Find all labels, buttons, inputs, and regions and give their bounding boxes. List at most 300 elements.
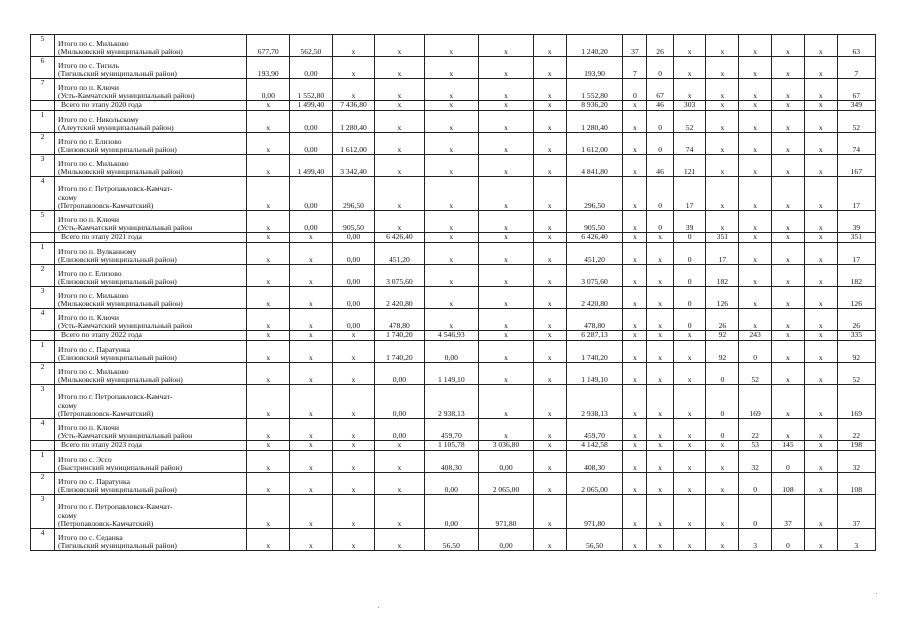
value-cell: 193,90 (247, 57, 290, 79)
value-cell: 92 (837, 341, 875, 363)
settlement-name (55, 35, 247, 57)
table-row (31, 495, 876, 529)
name-line: (Мильковский муниципальный район) (58, 298, 183, 308)
value-cell: 3 (837, 529, 875, 551)
value-cell: x (772, 341, 805, 363)
value-cell: x (424, 111, 479, 133)
value-cell: x (290, 309, 333, 331)
value-cell: x (804, 79, 837, 101)
value-cell: 74 (837, 133, 875, 155)
value-cell: x (533, 363, 566, 385)
value-cell: x (375, 101, 424, 111)
value-cell: 6 426,40 (566, 233, 623, 243)
value-cell: 0,00 (424, 473, 479, 495)
value-cell: x (479, 57, 534, 79)
value-cell: x (247, 473, 290, 495)
value-cell: x (533, 57, 566, 79)
row-number: 6 (31, 57, 55, 79)
table-row (31, 57, 876, 79)
value-cell: x (290, 243, 333, 265)
value-cell: 52 (837, 363, 875, 385)
value-cell: x (772, 287, 805, 309)
value-cell: x (375, 155, 424, 177)
value-cell: x (804, 331, 837, 341)
value-cell: 22 (739, 419, 772, 441)
value-cell: x (332, 473, 375, 495)
value-cell: 0 (706, 385, 739, 419)
value-cell: 3 075,60 (566, 265, 623, 287)
value-cell: x (647, 419, 673, 441)
value-cell: 0,00 (332, 309, 375, 331)
value-cell: 0 (623, 79, 647, 101)
value-cell: 67 (837, 79, 875, 101)
name-line: Всего по этапу 2022 года (61, 330, 142, 340)
name-line: Итого по п. Ключи (58, 82, 119, 92)
name-line: (Петропавловск-Камчатский) (58, 200, 154, 210)
value-cell: x (424, 101, 479, 111)
value-cell: 0 (647, 57, 673, 79)
value-cell: x (673, 35, 706, 57)
row-number: 4 (31, 529, 55, 551)
row-number: 5 (31, 35, 55, 57)
value-cell: x (706, 441, 739, 451)
value-cell: x (673, 495, 706, 529)
value-cell: x (332, 341, 375, 363)
value-cell: 3 075,60 (375, 265, 424, 287)
value-cell: x (290, 451, 333, 473)
value-cell: x (706, 111, 739, 133)
value-cell: 296,50 (566, 177, 623, 211)
value-cell: x (247, 309, 290, 331)
name-line: (Усть-Камчатский муниципальный район (58, 320, 193, 330)
value-cell: 971,80 (479, 495, 534, 529)
value-cell: 0,00 (424, 341, 479, 363)
value-cell: x (479, 155, 534, 177)
value-cell: x (647, 363, 673, 385)
value-cell: 1 552,80 (290, 79, 333, 101)
value-cell: x (623, 473, 647, 495)
value-cell: 167 (837, 155, 875, 177)
row-number: 1 (31, 341, 55, 363)
value-cell: 37 (772, 495, 805, 529)
value-cell: 905,50 (566, 211, 623, 233)
value-cell: x (706, 451, 739, 473)
value-cell: 46 (647, 101, 673, 111)
value-cell: 108 (837, 473, 875, 495)
value-cell: x (772, 265, 805, 287)
value-cell: 4 142,58 (566, 441, 623, 451)
table-row (31, 177, 876, 211)
table-row (31, 111, 876, 133)
value-cell: x (772, 233, 805, 243)
value-cell: x (623, 287, 647, 309)
value-cell: x (332, 331, 375, 341)
value-cell: x (706, 133, 739, 155)
value-cell: x (804, 35, 837, 57)
settlement-name (55, 211, 247, 233)
value-cell: 53 (739, 441, 772, 451)
value-cell: x (479, 419, 534, 441)
row-number: 4 (31, 309, 55, 331)
value-cell: x (424, 309, 479, 331)
name-line: Итого по с. Седанка (58, 532, 123, 542)
table-row (31, 473, 876, 495)
value-cell: x (673, 419, 706, 441)
value-cell: 1 612,00 (332, 133, 375, 155)
value-cell: 22 (837, 419, 875, 441)
value-cell: 4 546,93 (424, 331, 479, 341)
name-line: скому (58, 510, 77, 520)
value-cell: x (247, 419, 290, 441)
value-cell: x (332, 495, 375, 529)
value-cell: 0 (772, 451, 805, 473)
name-line: Всего по этапу 2023 года (61, 440, 142, 450)
value-cell: 1 149,10 (424, 363, 479, 385)
value-cell: x (706, 495, 739, 529)
value-cell: 0 (647, 177, 673, 211)
value-cell: 198 (837, 441, 875, 451)
value-cell: x (290, 385, 333, 419)
row-number: 3 (31, 495, 55, 529)
value-cell: x (479, 385, 534, 419)
settlement-name (55, 233, 247, 243)
value-cell: 67 (647, 79, 673, 101)
value-cell: x (804, 309, 837, 331)
value-cell: x (706, 529, 739, 551)
value-cell: x (424, 79, 479, 101)
value-cell: 17 (837, 177, 875, 211)
value-cell: x (804, 473, 837, 495)
value-cell: x (247, 341, 290, 363)
value-cell: 1 149,10 (566, 363, 623, 385)
name-line: (Петропавловск-Камчатский) (58, 518, 154, 528)
value-cell: x (375, 441, 424, 451)
value-cell: 2 065,00 (479, 473, 534, 495)
value-cell: 0 (647, 211, 673, 233)
value-cell: x (479, 341, 534, 363)
value-cell: 0,00 (332, 287, 375, 309)
value-cell: x (772, 79, 805, 101)
value-cell: x (706, 211, 739, 233)
value-cell: x (647, 265, 673, 287)
value-cell: x (772, 419, 805, 441)
value-cell: x (533, 451, 566, 473)
value-cell: 182 (706, 265, 739, 287)
value-cell: 296,50 (332, 177, 375, 211)
value-cell: x (647, 529, 673, 551)
value-cell: x (479, 363, 534, 385)
value-cell: x (706, 35, 739, 57)
row-number: 2 (31, 265, 55, 287)
row-number (31, 101, 55, 111)
value-cell: x (424, 287, 479, 309)
table-row (31, 287, 876, 309)
value-cell: x (706, 57, 739, 79)
value-cell: 0 (739, 341, 772, 363)
name-line: (Елизовский муниципальный район) (58, 144, 177, 154)
settlement-name (55, 529, 247, 551)
value-cell: 1 105,78 (424, 441, 479, 451)
value-cell: 0 (647, 111, 673, 133)
value-cell: x (673, 57, 706, 79)
value-cell: x (623, 155, 647, 177)
table-row (31, 309, 876, 331)
settlement-name (55, 287, 247, 309)
value-cell: x (533, 473, 566, 495)
settlement-name (55, 177, 247, 211)
value-cell: x (479, 133, 534, 155)
value-cell: 26 (706, 309, 739, 331)
value-cell: x (804, 243, 837, 265)
settlement-name (55, 133, 247, 155)
value-cell: x (772, 309, 805, 331)
value-cell: 74 (673, 133, 706, 155)
value-cell: x (673, 473, 706, 495)
name-line: Всего по этапу 2021 года (61, 232, 142, 242)
value-cell: 0,00 (375, 385, 424, 419)
value-cell: x (424, 233, 479, 243)
value-cell: 8 936,20 (566, 101, 623, 111)
value-cell: x (332, 363, 375, 385)
settlement-name (55, 441, 247, 451)
table-row (31, 79, 876, 101)
value-cell: x (533, 495, 566, 529)
settlement-name (55, 243, 247, 265)
value-cell: 0 (739, 495, 772, 529)
value-cell: 39 (673, 211, 706, 233)
value-cell: x (247, 101, 290, 111)
name-line: Итого по п. Ключи (58, 312, 119, 322)
value-cell: x (804, 177, 837, 211)
value-cell: 37 (837, 495, 875, 529)
value-cell: 52 (837, 111, 875, 133)
value-cell: x (804, 441, 837, 451)
value-cell: x (290, 441, 333, 451)
value-cell: x (706, 101, 739, 111)
stage-total-row (31, 441, 876, 451)
value-cell: 451,20 (566, 243, 623, 265)
value-cell: x (533, 441, 566, 451)
value-cell: 92 (706, 341, 739, 363)
value-cell: 1 240,20 (566, 35, 623, 57)
table-row (31, 451, 876, 473)
value-cell: x (739, 79, 772, 101)
settlement-name (55, 495, 247, 529)
value-cell: x (533, 529, 566, 551)
value-cell: x (332, 57, 375, 79)
name-line: Итого по с. Мильково (58, 158, 129, 168)
value-cell: x (290, 331, 333, 341)
value-cell: x (332, 79, 375, 101)
value-cell: 3 (739, 529, 772, 551)
name-line: (Мильковский муниципальный район) (58, 46, 183, 56)
value-cell: x (533, 419, 566, 441)
value-cell: 39 (837, 211, 875, 233)
settlement-name (55, 385, 247, 419)
value-cell: x (479, 243, 534, 265)
name-line: (Усть-Камчатский муниципальный район (58, 430, 193, 440)
value-cell: x (804, 155, 837, 177)
name-line: (Тигильский муниципальный район) (58, 68, 177, 78)
value-cell: x (332, 419, 375, 441)
value-cell: 0,00 (479, 529, 534, 551)
value-cell: x (375, 495, 424, 529)
value-cell: 408,30 (424, 451, 479, 473)
value-cell: x (290, 265, 333, 287)
value-cell: x (706, 473, 739, 495)
value-cell: 56,50 (424, 529, 479, 551)
value-cell: x (424, 177, 479, 211)
value-cell: 7 436,80 (332, 101, 375, 111)
value-cell: x (479, 35, 534, 57)
settlement-name (55, 419, 247, 441)
value-cell: x (804, 111, 837, 133)
value-cell: x (623, 331, 647, 341)
value-cell: 0,00 (332, 233, 375, 243)
value-cell: x (804, 385, 837, 419)
value-cell: 56,50 (566, 529, 623, 551)
value-cell: x (706, 177, 739, 211)
scan-speck (876, 593, 877, 594)
value-cell: 7 (623, 57, 647, 79)
table-row (31, 243, 876, 265)
value-cell: x (647, 243, 673, 265)
value-cell: x (739, 177, 772, 211)
value-cell: 0,00 (290, 57, 333, 79)
row-number: 2 (31, 473, 55, 495)
settlement-name (55, 111, 247, 133)
value-cell: x (424, 155, 479, 177)
value-cell: 0,00 (290, 111, 333, 133)
name-line: (Алеутский муниципальный район) (58, 122, 174, 132)
value-cell: x (332, 441, 375, 451)
name-line: (Мильковский муниципальный район) (58, 166, 183, 176)
value-cell: 905,50 (332, 211, 375, 233)
value-cell: x (424, 57, 479, 79)
value-cell: x (424, 243, 479, 265)
value-cell: x (332, 385, 375, 419)
value-cell: x (533, 243, 566, 265)
value-cell: x (623, 363, 647, 385)
value-cell: x (479, 111, 534, 133)
value-cell: x (247, 155, 290, 177)
value-cell: x (247, 451, 290, 473)
table-row (31, 35, 876, 57)
value-cell: x (375, 35, 424, 57)
value-cell: x (290, 473, 333, 495)
value-cell: x (623, 211, 647, 233)
table-row (31, 341, 876, 363)
name-line: Итого по г. Петропавловск-Камчат- (58, 392, 173, 402)
value-cell: x (247, 331, 290, 341)
value-cell: x (623, 451, 647, 473)
value-cell: x (804, 265, 837, 287)
value-cell: 108 (772, 473, 805, 495)
value-cell: 351 (837, 233, 875, 243)
value-cell: x (673, 331, 706, 341)
name-line: скому (58, 400, 77, 410)
value-cell: 478,80 (566, 309, 623, 331)
value-cell: x (332, 451, 375, 473)
value-cell: x (772, 363, 805, 385)
name-line: Всего по этапу 2020 года (61, 100, 142, 110)
value-cell: 32 (837, 451, 875, 473)
value-cell: x (772, 133, 805, 155)
value-cell: x (623, 495, 647, 529)
table-row (31, 133, 876, 155)
value-cell: x (623, 309, 647, 331)
value-cell: x (804, 133, 837, 155)
value-cell: 169 (739, 385, 772, 419)
value-cell: x (804, 495, 837, 529)
value-cell: x (479, 79, 534, 101)
stage-total-row (31, 101, 876, 111)
value-cell: 6 287,13 (566, 331, 623, 341)
value-cell: x (739, 35, 772, 57)
value-cell: x (290, 233, 333, 243)
value-cell: x (247, 233, 290, 243)
table-row (31, 211, 876, 233)
value-cell: 0 (706, 419, 739, 441)
value-cell: 2 938,13 (424, 385, 479, 419)
value-cell: x (290, 287, 333, 309)
value-cell: 0,00 (290, 211, 333, 233)
value-cell: 0,00 (424, 495, 479, 529)
value-cell: 3 342,40 (332, 155, 375, 177)
name-line: (Елизовский муниципальный район) (58, 276, 177, 286)
table-row (31, 419, 876, 441)
value-cell: 1 499,40 (290, 155, 333, 177)
value-cell: x (479, 331, 534, 341)
value-cell: x (623, 233, 647, 243)
row-number (31, 441, 55, 451)
value-cell: 37 (623, 35, 647, 57)
value-cell: 0,00 (332, 243, 375, 265)
value-cell: x (647, 441, 673, 451)
stage-total-row (31, 331, 876, 341)
value-cell: x (739, 309, 772, 331)
value-cell: x (247, 133, 290, 155)
name-line: Итого по с. Мильково (58, 290, 129, 300)
name-line: (Мильковский муниципальный район) (58, 374, 183, 384)
value-cell: x (772, 331, 805, 341)
settlement-name (55, 341, 247, 363)
value-cell: x (533, 331, 566, 341)
settlement-name (55, 101, 247, 111)
value-cell: x (375, 451, 424, 473)
value-cell: x (739, 101, 772, 111)
value-cell: 1 552,80 (566, 79, 623, 101)
value-cell: 0,00 (332, 265, 375, 287)
value-cell: x (247, 385, 290, 419)
value-cell: x (647, 341, 673, 363)
value-cell: 2 065,00 (566, 473, 623, 495)
value-cell: 0 (673, 287, 706, 309)
value-cell: x (533, 233, 566, 243)
value-cell: x (772, 155, 805, 177)
value-cell: x (290, 495, 333, 529)
table-row (31, 385, 876, 419)
value-cell: 2 420,80 (566, 287, 623, 309)
value-cell: x (623, 265, 647, 287)
value-cell: 2 420,80 (375, 287, 424, 309)
value-cell: x (375, 111, 424, 133)
table-row (31, 363, 876, 385)
name-line: скому (58, 192, 77, 202)
value-cell: 1 499,40 (290, 101, 333, 111)
value-cell: x (772, 211, 805, 233)
settlement-name (55, 309, 247, 331)
